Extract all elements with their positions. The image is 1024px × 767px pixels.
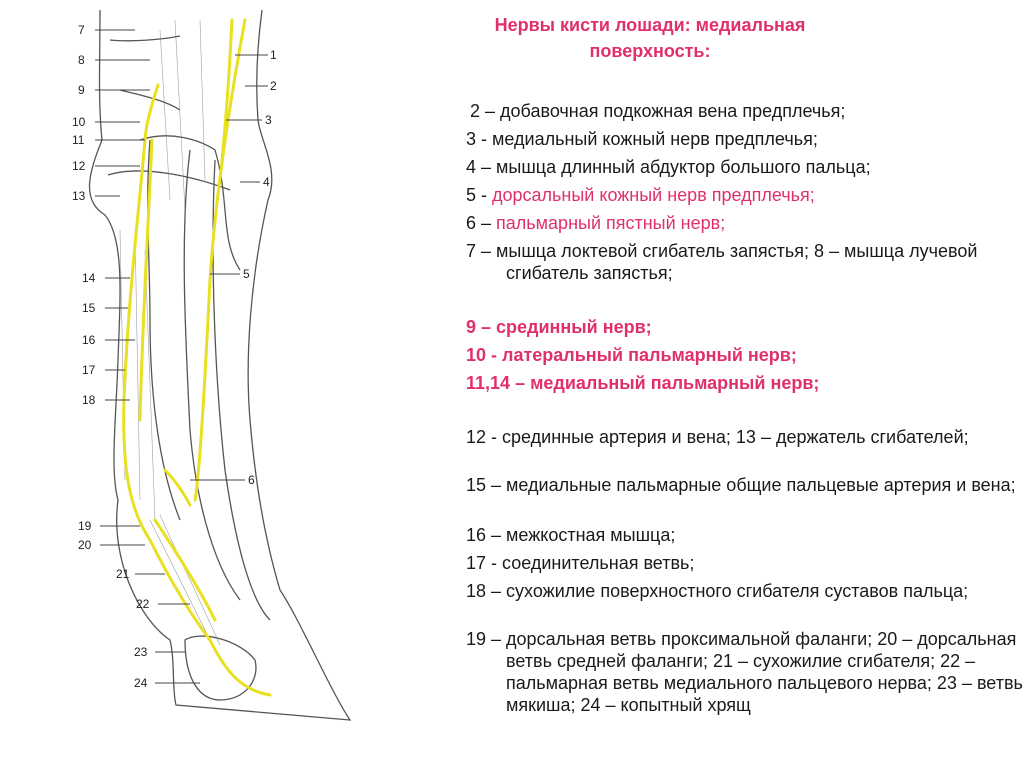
- legend-item: [466, 580, 1024, 602]
- label-24: 24: [134, 676, 148, 690]
- legend-item-number: 9 –: [466, 317, 492, 337]
- label-8: 8: [78, 53, 85, 67]
- legend-item: [466, 156, 1024, 178]
- legend-item-number: 2 –: [470, 101, 496, 121]
- label-23: 23: [134, 645, 148, 659]
- label-4: 4: [263, 175, 270, 189]
- limb-shading: [120, 20, 220, 645]
- legend-item-number: 11,14: [466, 373, 511, 393]
- legend-item-number: 10 -: [466, 345, 498, 365]
- legend-item: [466, 372, 1024, 394]
- legend-item: [466, 316, 1024, 338]
- legend-item-text: сухожилие поверхностного сгибателя суставов пальца;: [501, 581, 969, 601]
- page-title: [440, 12, 860, 64]
- legend-item-text: срединный нерв;: [491, 317, 652, 337]
- label-1: 1: [270, 48, 277, 62]
- label-22: 22: [136, 597, 150, 611]
- legend-item-number: 4 –: [466, 157, 492, 177]
- legend-item-text: медиальный кожный нерв предплечья;: [487, 129, 818, 149]
- horse-hand-nerve-diagram: [0, 0, 360, 767]
- label-5: 5: [243, 267, 250, 281]
- legend-item-number: 15 –: [466, 475, 502, 495]
- label-10: 10: [72, 115, 86, 129]
- label-19: 19: [78, 519, 92, 533]
- legend-item-number: 3 -: [466, 129, 488, 149]
- label-3: 3: [265, 113, 272, 127]
- title-line-1: Нервы кисти лошади: медиальная: [494, 15, 806, 35]
- legend-item: [466, 524, 1024, 546]
- legend-item-text: добавочная подкожная вена предплечья;: [495, 101, 846, 121]
- legend-item-number: 16 –: [466, 525, 502, 545]
- legend-item-number: 19 –: [466, 629, 502, 649]
- legend-item: [466, 128, 1024, 150]
- label-21: 21: [116, 567, 130, 581]
- legend-item-text: латеральный пальмарный нерв;: [497, 345, 797, 365]
- left-labels: [72, 23, 200, 690]
- legend-item-number: 12 -: [466, 427, 498, 447]
- label-6: 6: [248, 473, 255, 487]
- legend-item-text: мышца длинный абдуктор большого пальца;: [491, 157, 871, 177]
- legend-item: [466, 628, 1024, 716]
- legend-item-text: – медиальный пальмарный нерв;: [510, 373, 820, 393]
- legend-item-number: 5 -: [466, 185, 488, 205]
- legend-panel: [440, 12, 1010, 64]
- legend-item-number: 18 –: [466, 581, 502, 601]
- label-9: 9: [78, 83, 85, 97]
- legend-item-text: срединные артерия и вена; 13 – держатель сгибателей;: [497, 427, 969, 447]
- legend-item-number: 7 –: [466, 241, 492, 261]
- title-line-2: поверхность:: [589, 41, 711, 61]
- legend-item: [470, 100, 1024, 122]
- legend-item-text: мышца локтевой сгибатель запястья; 8 – мышца лучевой сгибатель запястья;: [491, 241, 978, 283]
- legend-item: [466, 212, 1024, 234]
- label-17: 17: [82, 363, 96, 377]
- legend-item: [466, 240, 1024, 284]
- label-20: 20: [78, 538, 92, 552]
- legend-item: [466, 426, 1024, 448]
- label-14: 14: [82, 271, 96, 285]
- label-13: 13: [72, 189, 86, 203]
- label-12: 12: [72, 159, 86, 173]
- legend-item-text: пальмарный пястный нерв;: [491, 213, 726, 233]
- legend-item-text: медиальные пальмарные общие пальцевые артерия и вена;: [501, 475, 1016, 495]
- legend-item-text: соединительная ветвь;: [497, 553, 695, 573]
- label-18: 18: [82, 393, 96, 407]
- legend-item: [466, 184, 1024, 206]
- label-16: 16: [82, 333, 96, 347]
- label-7: 7: [78, 23, 85, 37]
- legend-item-text: дорсальная ветвь проксимальной фаланги; 20 – дорсальная ветвь средней фаланги; 21 – сухожилие сгибателя; 22 – пальмарная ветвь медиального пальцевого нерва; 23 – ветвь мякиша; 24 – копытный хрящ: [501, 629, 1023, 715]
- legend-item-number: 6 –: [466, 213, 492, 233]
- legend-item-text: дорсальный кожный нерв предплечья;: [487, 185, 815, 205]
- legend-item: [466, 344, 1024, 366]
- legend-item: [466, 552, 1024, 574]
- legend-item-text: межкостная мышца;: [501, 525, 676, 545]
- legend-item-number: 17 -: [466, 553, 498, 573]
- label-2: 2: [270, 79, 277, 93]
- label-15: 15: [82, 301, 96, 315]
- limb-outline: [90, 10, 350, 720]
- label-11: 11: [72, 133, 85, 147]
- legend-item: [466, 474, 1024, 496]
